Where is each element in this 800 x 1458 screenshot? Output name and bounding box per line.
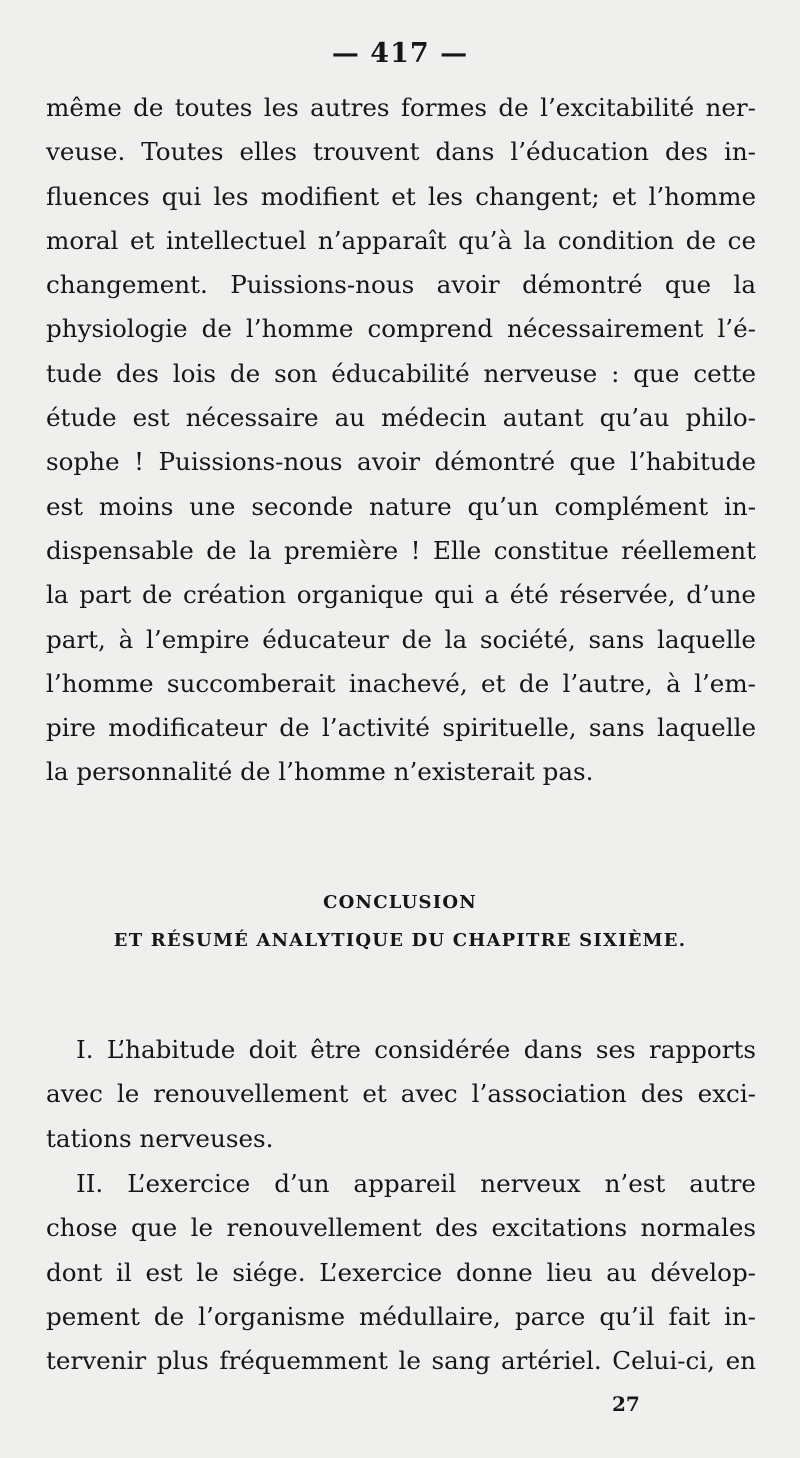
- text-line: veuse. Toutes elles trouvent dans l’éducation des in-: [46, 137, 756, 167]
- body-paragraph: [46, 86, 756, 795]
- text-line: tude des lois de son éducabilité nerveuse : que cette: [46, 358, 756, 388]
- text-line: fluences qui les modifient et les changent; et l’homme: [46, 181, 756, 211]
- signature-mark: 27: [612, 1392, 640, 1416]
- text-line: est moins une seconde nature qu’un complément in-: [46, 491, 756, 521]
- text-line: même de toutes les autres formes de l’excitabilité ner-: [46, 93, 756, 122]
- text-line: la personnalité de l’homme n’existerait pas.: [46, 757, 594, 787]
- summary-item-1: [46, 1028, 756, 1161]
- text-line: tervenir plus fréquemment le sang artériel. Celui-ci, en: [46, 1346, 756, 1376]
- text-line: II. L’exercice d’un appareil nerveux n’est autre: [76, 1169, 756, 1198]
- text-line: la part de création organique qui a été réservée, d’une: [46, 580, 756, 610]
- section-heading-title: CONCLUSION: [323, 892, 477, 913]
- text-line: tations nerveuses.: [46, 1123, 274, 1153]
- text-line: avec le renouvellement et avec l’association des exci-: [46, 1079, 756, 1109]
- text-line: physiologie de l’homme comprend nécessairement l’é-: [46, 314, 756, 344]
- page-number-header: — 417 —: [331, 38, 469, 69]
- text-line: pire modificateur de l’activité spirituelle, sans laquelle: [46, 713, 756, 743]
- text-line: chose que le renouvellement des excitations normales: [46, 1213, 756, 1243]
- text-line: changement. Puissions-nous avoir démontré que la: [46, 270, 756, 300]
- section-heading-subtitle: ET RÉSUMÉ ANALYTIQUE DU CHAPITRE SIXIÈME.: [113, 930, 687, 951]
- text-line: sophe ! Puissions-nous avoir démontré que l’habitude: [46, 447, 756, 477]
- text-line: l’homme succomberait inachevé, et de l’autre, à l’em-: [46, 668, 756, 698]
- text-line: dispensable de la première ! Elle constitue réellement: [46, 535, 756, 565]
- text-line: dont il est le siége. L’exercice donne lieu au dévelop-: [46, 1257, 756, 1287]
- summary-item-2: [46, 1162, 756, 1383]
- text-line: moral et intellectuel n’apparaît qu’à la condition de ce: [46, 225, 756, 255]
- text-line: I. L’habitude doit être considérée dans ses rapports: [76, 1035, 756, 1064]
- text-line: pement de l’organisme médullaire, parce qu’il fait in-: [46, 1301, 756, 1331]
- text-line: part, à l’empire éducateur de la société, sans laquelle: [46, 624, 756, 654]
- text-line: étude est nécessaire au médecin autant qu’au philo-: [46, 403, 756, 433]
